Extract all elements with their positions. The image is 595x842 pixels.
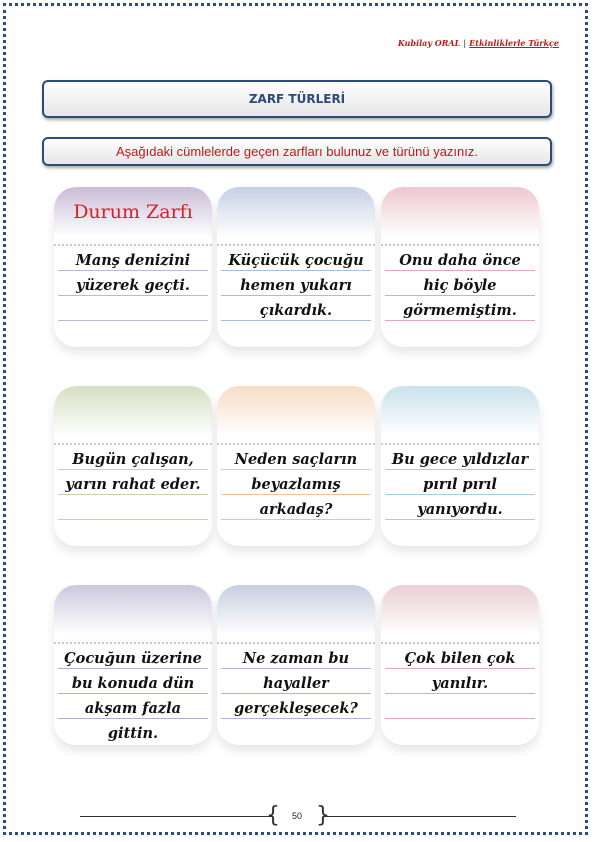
exercise-card-1 (54, 187, 212, 347)
card-header (381, 187, 539, 237)
header-separator: | (463, 38, 467, 48)
card-header (54, 386, 212, 436)
dotted-rule (381, 443, 539, 445)
sentence-text: Onu daha önce hiç böyle görmemiştim. (399, 252, 521, 319)
card-header (217, 585, 375, 635)
instruction-text: Aşağıdaki cümlelerde geçen zarfları bulunuz ve türünü yazınız. (42, 137, 552, 166)
sentence-text: Manş denizini yüzerek geçti. (75, 252, 191, 294)
ruled-line (58, 320, 208, 321)
dotted-rule (54, 443, 212, 445)
card-header (217, 386, 375, 436)
sentence-text: Çok bilen çok yanılır. (404, 650, 516, 692)
dotted-rule (381, 244, 539, 246)
sentence-text: Çocuğun üzerine bu konuda dün akşam fazla gittin. (64, 650, 202, 742)
dotted-rule (217, 443, 375, 445)
exercise-card-6 (381, 386, 539, 546)
page-title: ZARF TÜRLERİ (42, 80, 552, 118)
sentence-text: Ne zaman bu hayaller gerçekleşecek? (234, 650, 358, 717)
sentence-text: Küçücük çocuğu hemen yukarı çıkardık. (228, 252, 364, 319)
card-header (54, 585, 212, 635)
page-header (398, 38, 559, 48)
dotted-rule (381, 642, 539, 644)
answer-label[interactable]: Durum Zarfı (73, 201, 193, 223)
exercise-card-9 (381, 585, 539, 745)
ruled-line (58, 519, 208, 520)
card-header (381, 386, 539, 436)
dotted-rule (217, 642, 375, 644)
exercise-card-4 (54, 386, 212, 546)
exercise-card-7 (54, 585, 212, 745)
exercise-card-3 (381, 187, 539, 347)
footer-brace-right: } (316, 803, 330, 828)
page-number: 50 (291, 811, 302, 821)
header-author: Kubilay ORAL (397, 38, 461, 48)
header-subtitle: Etkinliklerle Türkçe (469, 38, 559, 48)
footer-rule-right (323, 816, 516, 817)
exercise-card-5 (217, 386, 375, 546)
footer-rule-left (80, 816, 272, 817)
dotted-rule (54, 642, 212, 644)
sentence-text: Neden saçların beyazlamış arkadaş? (234, 451, 358, 518)
dotted-rule (217, 244, 375, 246)
ruled-line (385, 718, 535, 719)
sentence-text: Bu gece yıldızlar pırıl pırıl yanıyordu. (391, 451, 529, 518)
card-header (217, 187, 375, 237)
dotted-rule (54, 244, 212, 246)
card-header (381, 585, 539, 635)
footer-brace-left: { (266, 803, 280, 828)
sentence-text: Bugün çalışan, yarın rahat eder. (65, 451, 201, 493)
exercise-card-2 (217, 187, 375, 347)
exercise-card-8 (217, 585, 375, 745)
